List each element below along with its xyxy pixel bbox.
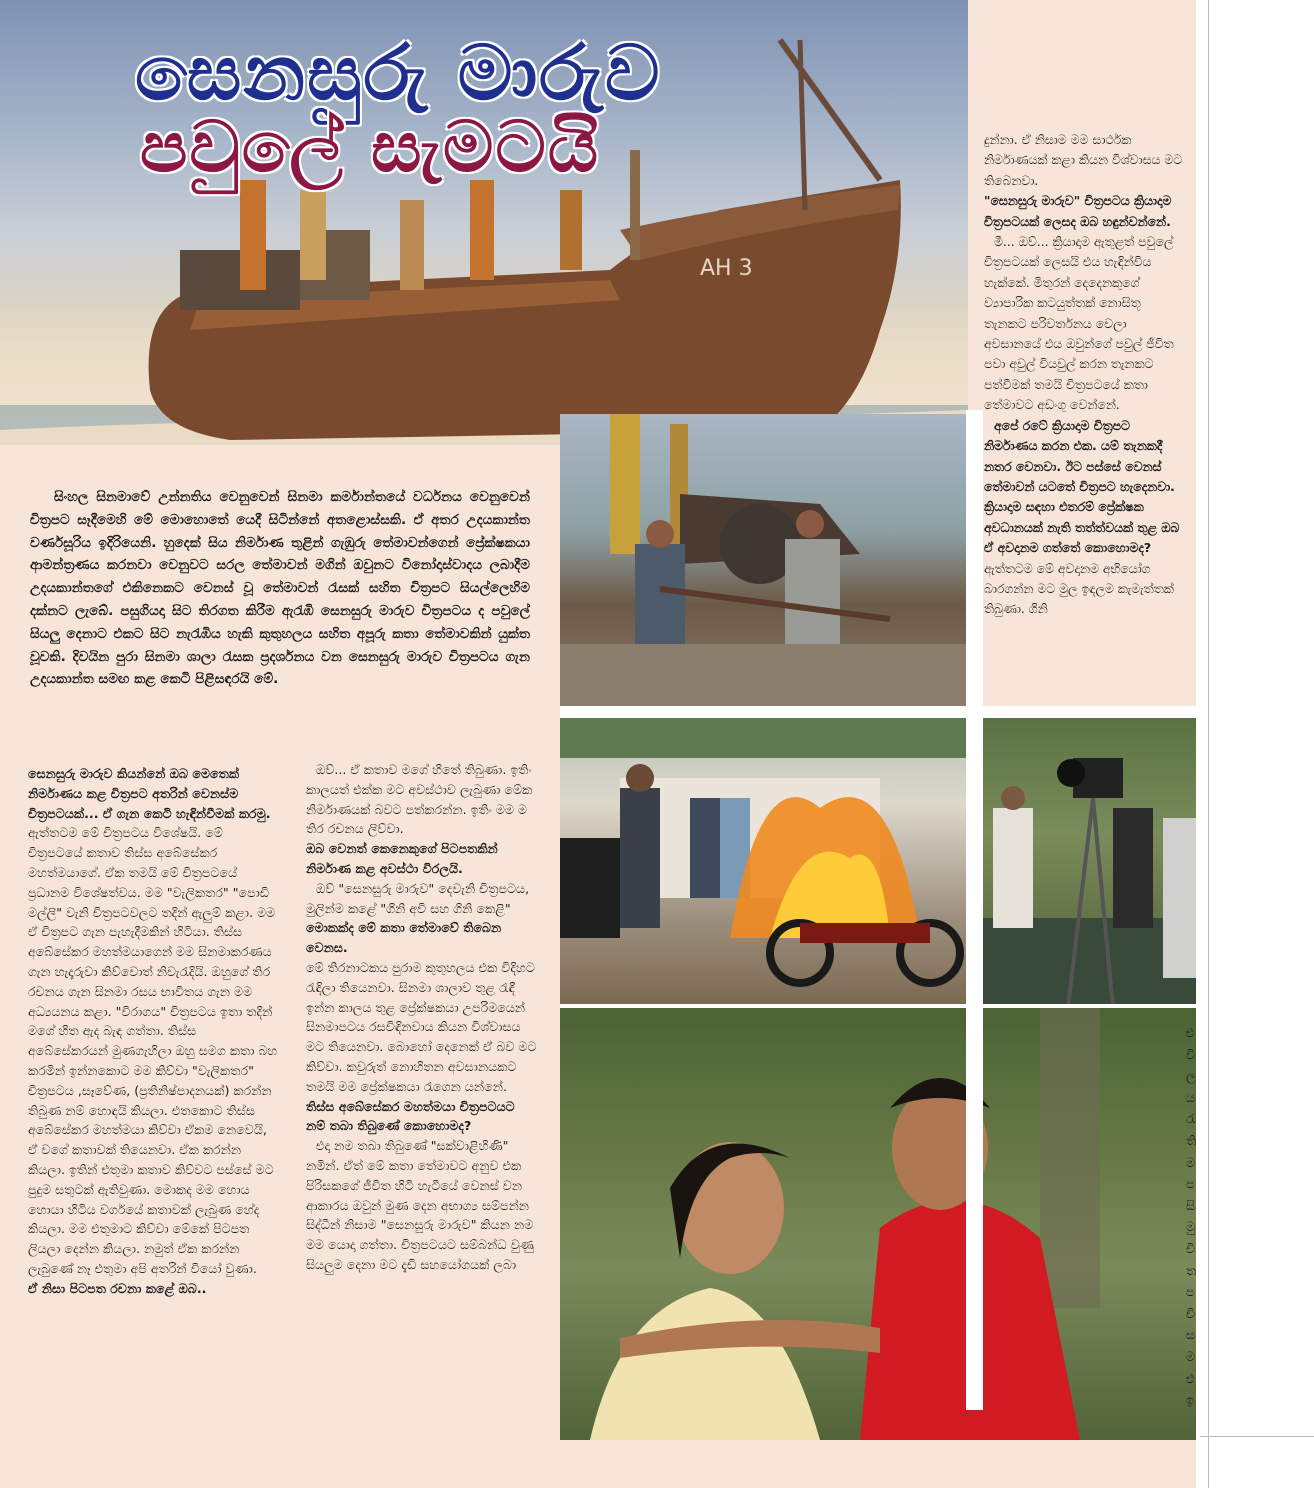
edge-glyph: ත	[1186, 1262, 1197, 1278]
edge-glyph: චි	[1186, 1305, 1196, 1321]
col3-question-1: "සෙනසුරු මාරුව" චිත්‍රපටය ක්‍රියාදාම චිත්‍රපටයක් ලෙසද ඔබ හඳුන්වන්නේ.	[984, 193, 1172, 229]
col3-answer-1: දුන්නා. ඒ නිසාම මම සාර්ථක නිර්මාණයක් කළා කියන විශ්වාසය මට තිබෙනවා.	[984, 132, 1183, 188]
hero-photo-ship-wreck	[0, 0, 968, 445]
edge-glyph: එ	[1186, 1025, 1195, 1040]
col3-answer-3: ඇත්තටම මේ අවදානම අභියෝග බාරගන්න මට මුල ඉඳලම කැමැත්තක් තිබුණා. ගිනි	[984, 560, 1174, 617]
cut-off-column-fragment	[1186, 1022, 1198, 1411]
headline-line-1: සෙනසුරු මාරුව	[135, 28, 662, 117]
photo-fight-scene	[560, 414, 966, 706]
intro-text: සිංහල සිනමාවේ උන්නතිය වෙනුවෙන් සිනමා කර්මාන්තයේ වර්ධනය වෙනුවෙන් චිත්‍රපට සෑදීමෙහි මේ මොහොතේ යෙදී සිටින්නේ අතළොස්සකි. ඒ අතර උදයකාන්ත වර්ණසූරිය ඉදිරියෙනි. හුදෙක් සිය නිර්මාණ තුළින් ගැඹුරු තේමාවන්ගෙන් ප්‍රේක්ෂකයා ආමන්ත්‍රණය කරනවා වෙනුවට සරල තේමාවන් මගින් ඔවුනට විනෝදාස්වාදය ලබාදීම උදයකාන්තගේ එකිනෙකට වෙනස් වූ තේමාවන් රැසක් සහිත චිත්‍රපට සියල්ලෙහිම දක්නට ලැබේ. පසුගියදා සිට තිරගත කිරීම ඇරැඹි සෙනසුරු මාරුව චිත්‍රපටය ද පවුලේ සියලු දෙනාට එකට සිට නැරැඹිය හැකි කුතුහලය සහිත අපූරු කතා තේමාවකින් යුක්ත වූවකි. දිවයින පුරා සිනමා ශාලා රැසක ප්‍රදර්ශනය වන සෙනසුරු මාරුව චිත්‍රපටය ගැන උදයකාන්ත සමඟ කළ කෙටි පිළිසඳරයි මේ.	[30, 489, 530, 688]
photo-film-crew	[983, 718, 1197, 1008]
col2-answer-4: එදා නම තබා තිබුණේ "සක්වාළිහිණි" නමින්. ඒත් මේ කතා තේමාවට අනුව එක පිරිසකගේ ජීවිත හිටි හැටියේ වෙනස් වන ආකාරය ඔවුන් මුණ දෙන අභාග්‍ය සම්පන්න සිද්ධීන් නිසාම "සෙනසුරු මාරුව" කියන නම මම යොදා ගත්තා. චිත්‍රපටයට සම්බන්ධ වුණු සියලුම දෙනා මට දැඩි සහයෝගයක් ලබා	[306, 1138, 534, 1272]
gutter-horizontal-2	[560, 1004, 1200, 1008]
svg-text:AH 3: AH 3	[700, 256, 753, 281]
gutter-horizontal-1	[560, 706, 1200, 718]
article-column-1	[28, 764, 278, 1299]
edge-glyph: මු	[1186, 1219, 1196, 1235]
edge-glyph: ප	[1186, 1176, 1195, 1192]
fire-scene-illustration	[560, 718, 966, 1004]
edge-glyph: වි	[1186, 1046, 1196, 1062]
article-column-2	[306, 760, 538, 1275]
film-crew-illustration	[983, 718, 1197, 1008]
edge-glyph: ස	[1186, 1327, 1196, 1343]
col1-answer-1: ඇත්තටම මේ චිත්‍රපටය විශේෂයි. මේ චිත්‍රපටයේ කතාව තිස්ස අබේසේකර මහත්මයාගේ. ඒක තමයි මේ චිත්‍රපටයේ ප්‍රධානම විශේෂත්වය. මම "වැලිකතර" "පොඩි මල්ලි" වැනි චිත්‍රපටවලට තදින් ඇලුම් කළා. මම ඒ චිත්‍රපට ගැන පැහැදීමකින් හිටියා. තිස්ස අබේසේකර මහත්මයාගෙන් මම සිනමාකරණය ගැන හැදෑරුවා කිව්වොත් නිවැරැදියි. ඔහුගේ තිර රචනය ගැන සිනමා රසය භාවිතය ගැන මම අධ්‍යයනය කළා. "විරාගය" චිත්‍රපටය ඉතා තදින් මගේ හිත ඇද බැඳ ගත්තා. තිස්ස අබේසේකරයන් මුණගැහිලා ඔහු සමග කතා බහ කරමින් ඉන්නකොට මම කිව්වා "වැලිකතර" චිත්‍රපටය ,සෑවේණ, (ප්‍රතිනිෂ්පාදනයක්) කරන්න තිබුණ නම් හොඳයි කියලා. එතකොට තිස්ස අබේසේකර මහත්මයා කිව්වා ඒකම නෙවෙයි, ඒ වගේ කතාවක් තියෙනවා. ඒක කරන්න කියලා. ඉතින් එතුමා කතාව කිව්වට පස්සේ මට පුදුම සතුටක් ඇතිවුණා. මොකද මම හොය හොයා හිටිය වර්ගයේ කතාවක් ලැබුණ හේද කියලා. මම එතුමාට කිව්වා මේකේ පිටපත ලියලා දෙන්න කියලා. නමුත් ඒක කරන්න ලැබුණේ නෑ එතුමා අපි අතරින් වියෝ වුණා.	[28, 825, 278, 1276]
edge-glyph: ය	[1186, 1089, 1196, 1105]
col1-question-1: සෙනසුරු මාරුව කියන්නේ ඔබ මෙතෙක් නිර්මාණය කළ චිත්‍රපට අතරින් වෙනස්ම චිත්‍රපටයක්... ඒ ගැන කෙටි හැඳින්වීමක් කරමු.	[28, 766, 271, 821]
col2-answer-3: මේ තිරනාටකය පුරාම කුතුහලය එක විදිහට රැඳිලා තියෙනවා. සිනමා ශාලාව තුළ රැඳී ඉන්න කාලය තුළ ප්‍රේක්ෂකයා උපරිමයෙන් සිනමාපටය රසවිඳිනවාය කියන විශ්වාසය මට තියෙනවා. බොහෝ දෙනෙක් ඒ බව මට කිව්වා. කවුරුත් නොහිතන අවසානයකට තමයි මම ප්‍රේක්ෂකයා රැගෙන යන්නේ.	[306, 959, 537, 1094]
edge-glyph: ප	[1186, 1284, 1195, 1300]
edge-glyph: රැ	[1186, 1111, 1196, 1127]
edge-glyph: චි	[1186, 1240, 1196, 1256]
headline-line-2: පවුලේ සැමටයි	[140, 106, 601, 188]
edge-glyph: එ	[1186, 1370, 1195, 1386]
page-fold-line	[1208, 0, 1209, 1488]
right-margin	[1200, 0, 1314, 1488]
photo-couple	[560, 1008, 1197, 1440]
edge-glyph: සි	[1186, 1197, 1196, 1213]
col1-question-2: ඒ නිසා පිටපත රචනා කළේ ඔබ..	[28, 1280, 207, 1296]
couple-illustration	[560, 1008, 1197, 1440]
col2-question-2: මොකක්ද මේ කතා තේමාවේ තිබෙන වෙනස.	[306, 920, 502, 956]
col3-question-2: අපේ රටේ ක්‍රියාදාම චිත්‍රපට නිර්මාණය කරන එක. යම් තැනකදී නතර වෙනවා. ඊට පස්සේ වෙනස් තේමාවන් යටතේ චිත්‍රපට හැදෙනවා. ක්‍රියාදාම සඳහා එතරම් ප්‍රේක්ෂක අවධානයක් නැති තත්ත්වයක් තුළ ඔබ ඒ අවදානම ගත්තේ කොහොමද?	[984, 417, 1180, 556]
col2-question-1: ඔබ වෙනත් කෙනෙකුගේ පිටපතකින් නිර්මාණ කළ අවස්ථා විරලයි.	[306, 841, 498, 876]
col2-answer-1: ඔව්... ඒ කතාව මගේ හිතේ තිබුණා. ඉතිං කාලයත් එක්ක මට අවස්ථාව ලැබුණා මේක නිර්මාණයක් බවට පත්කරන්න. ඉතිං මම ම තිර රචනය ලිව්වා.	[306, 762, 533, 837]
edge-glyph: ඉ	[1186, 1392, 1194, 1408]
intro-paragraph	[30, 486, 530, 691]
edge-glyph: ති	[1186, 1132, 1197, 1148]
edge-glyph: ම	[1186, 1348, 1196, 1364]
fight-scene-illustration	[560, 414, 966, 706]
gutter-vertical-1	[966, 410, 983, 1410]
header-blank-area	[968, 0, 1198, 150]
page-bottom-line	[1200, 1436, 1314, 1437]
col3-answer-2: මී... ඔව්... ක්‍රියාදාම ඇතුළත් පවුලේ චිත්‍රපටයක් ලෙසයි එය හැඳින්විය හැක්කේ. මිතුරන් දෙදෙනකුගේ ව්‍යාපාරික කටයුත්තක් නොසිතූ තැනකට පරිවර්තනය වෙලා අවසානයේ එය ඔවුන්ගේ පවුල් ජීවිත පවා අවුල් වියවුල් කරන තැනකට පත්වීමක් තමයි චිත්‍රපටයේ කතා තේමාවට අඩංගු වෙන්නේ.	[984, 234, 1174, 413]
article-column-3	[984, 130, 1184, 620]
col2-question-3: තිස්ස අබේසේකර මහත්මයා චිත්‍රපටයට නම් තබා තිබුණේ කොහොමද?	[306, 1098, 515, 1134]
photo-motorbike-fire	[560, 718, 966, 1004]
col2-answer-2: ඔව් "සෙනසුරු මාරුව" දෙවැනි චිත්‍රපටය, මුලින්ම කළේ "ගිනි අවි සහ ගිනි කෙළි"	[306, 880, 530, 916]
edge-glyph: ල	[1186, 1068, 1196, 1084]
edge-glyph: ම	[1186, 1154, 1196, 1170]
